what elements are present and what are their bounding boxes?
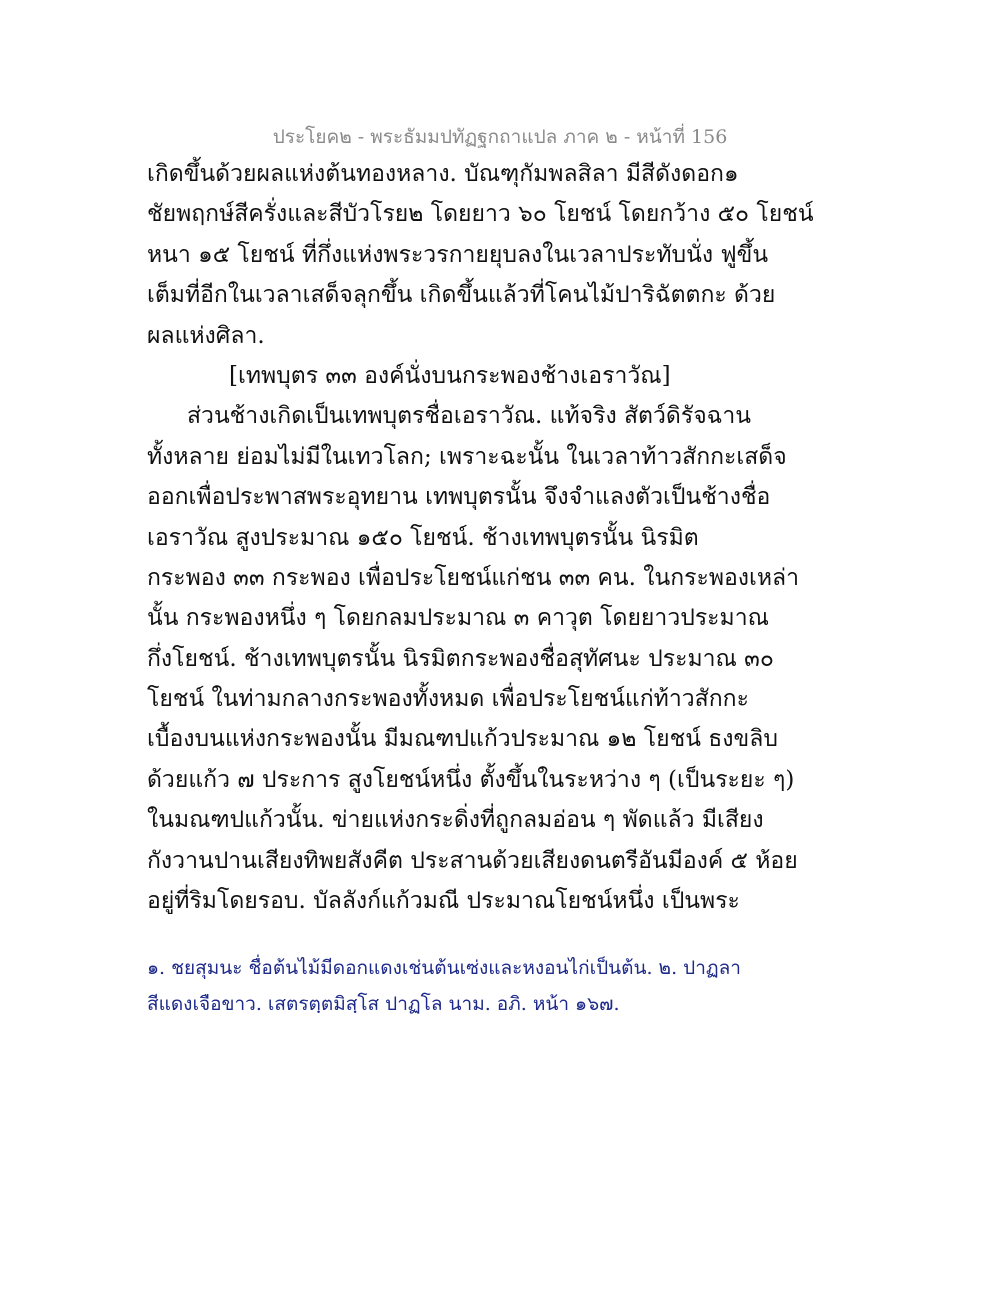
body-text bbox=[147, 154, 867, 921]
body-line: ชัยพฤกษ์สีครั่งและสีบัวโรย๒ โดยยาว ๖๐ โยชน์ โดยกว้าง ๕๐ โยชน์ bbox=[147, 201, 814, 228]
footnote-line: ๑. ชยสุมนะ ชื่อต้นไม้มีดอกแดงเช่นต้นเซ่งและหงอนไก่เป็นต้น. ๒. ปาฏลา bbox=[147, 957, 741, 979]
body-line: กึ่งโยชน์. ช้างเทพบุตรนั้น นิรมิตกระพองชื่อสุทัศนะ ประมาณ ๓๐ bbox=[147, 645, 774, 672]
body-line: กระพอง ๓๓ กระพอง เพื่อประโยชน์แก่ชน ๓๓ คน. ในกระพองเหล่า bbox=[147, 564, 800, 591]
body-line: เกิดขึ้นด้วยผลแห่งต้นทองหลาง. บัณฑุกัมพลสิลา มีสีดังดอก๑ bbox=[147, 161, 739, 187]
body-line: เบื้องบนแห่งกระพองนั้น มีมณฑปแก้วประมาณ ๑๒ โยชน์ ธงขลิบ bbox=[147, 726, 778, 753]
body-line: ในมณฑปแก้วนั้น. ข่ายแห่งกระดิ่งที่ถูกลมอ่อน ๆ พัดแล้ว มีเสียง bbox=[147, 807, 764, 834]
body-line: เต็มที่อีกในเวลาเสด็จลุกขึ้น เกิดขึ้นแล้วที่โคนไม้ปาริฉัตตกะ ด้วย bbox=[147, 282, 776, 309]
body-line: ออกเพื่อประพาสพระอุทยาน เทพบุตรนั้น จึงจำแลงตัวเป็นช้างชื่อ bbox=[147, 484, 771, 511]
running-header: ประโยค๒ - พระธัมมปทัฏฐกถาแปล ภาค ๒ - หน้าที่ 156 bbox=[272, 126, 728, 148]
body-line: ทั้งหลาย ย่อมไม่มีในเทวโลก; เพราะฉะนั้น ในเวลาท้าวสักกะเสด็จ bbox=[147, 443, 787, 470]
body-line: ผลแห่งศิลา. bbox=[147, 322, 265, 349]
body-line: กังวานปานเสียงทิพยสังคีต ประสานด้วยเสียงดนตรีอันมีองค์ ๕ ห้อย bbox=[147, 847, 798, 874]
section-heading: [เทพบุตร ๓๓ องค์นั่งบนกระพองช้างเอราวัณ] bbox=[229, 362, 671, 389]
body-line: ส่วนช้างเกิดเป็นเทพบุตรชื่อเอราวัณ. แท้จริง สัตว์ดิรัจฉาน bbox=[187, 403, 751, 430]
body-line: โยชน์ ในท่ามกลางกระพองทั้งหมด เพื่อประโยชน์แก่ท้าวสักกะ bbox=[147, 686, 749, 713]
body-line: อยู่ที่ริมโดยรอบ. บัลลังก์แก้วมณี ประมาณโยชน์หนึ่ง เป็นพระ bbox=[147, 888, 740, 915]
body-line: ด้วยแก้ว ๗ ประการ สูงโยชน์หนึ่ง ตั้งขึ้นในระหว่าง ๆ (เป็นระยะ ๆ) bbox=[147, 766, 795, 793]
footnote-line: สีแดงเจือขาว. เสตรตฺตมิสฺโส ปาฏโล นาม. อภิ. หน้า ๑๖๗. bbox=[147, 993, 620, 1015]
body-line: เอราวัณ สูงประมาณ ๑๕๐ โยชน์. ช้างเทพบุตรนั้น นิรมิต bbox=[147, 524, 699, 551]
body-line: หนา ๑๕ โยชน์ ที่กึ่งแห่งพระวรกายยุบลงในเวลาประทับนั่ง ฟูขึ้น bbox=[147, 241, 769, 268]
footnotes bbox=[147, 950, 867, 1022]
body-line: นั้น กระพองหนึ่ง ๆ โดยกลมประมาณ ๓ คาวุต โดยยาวประมาณ bbox=[147, 605, 769, 632]
